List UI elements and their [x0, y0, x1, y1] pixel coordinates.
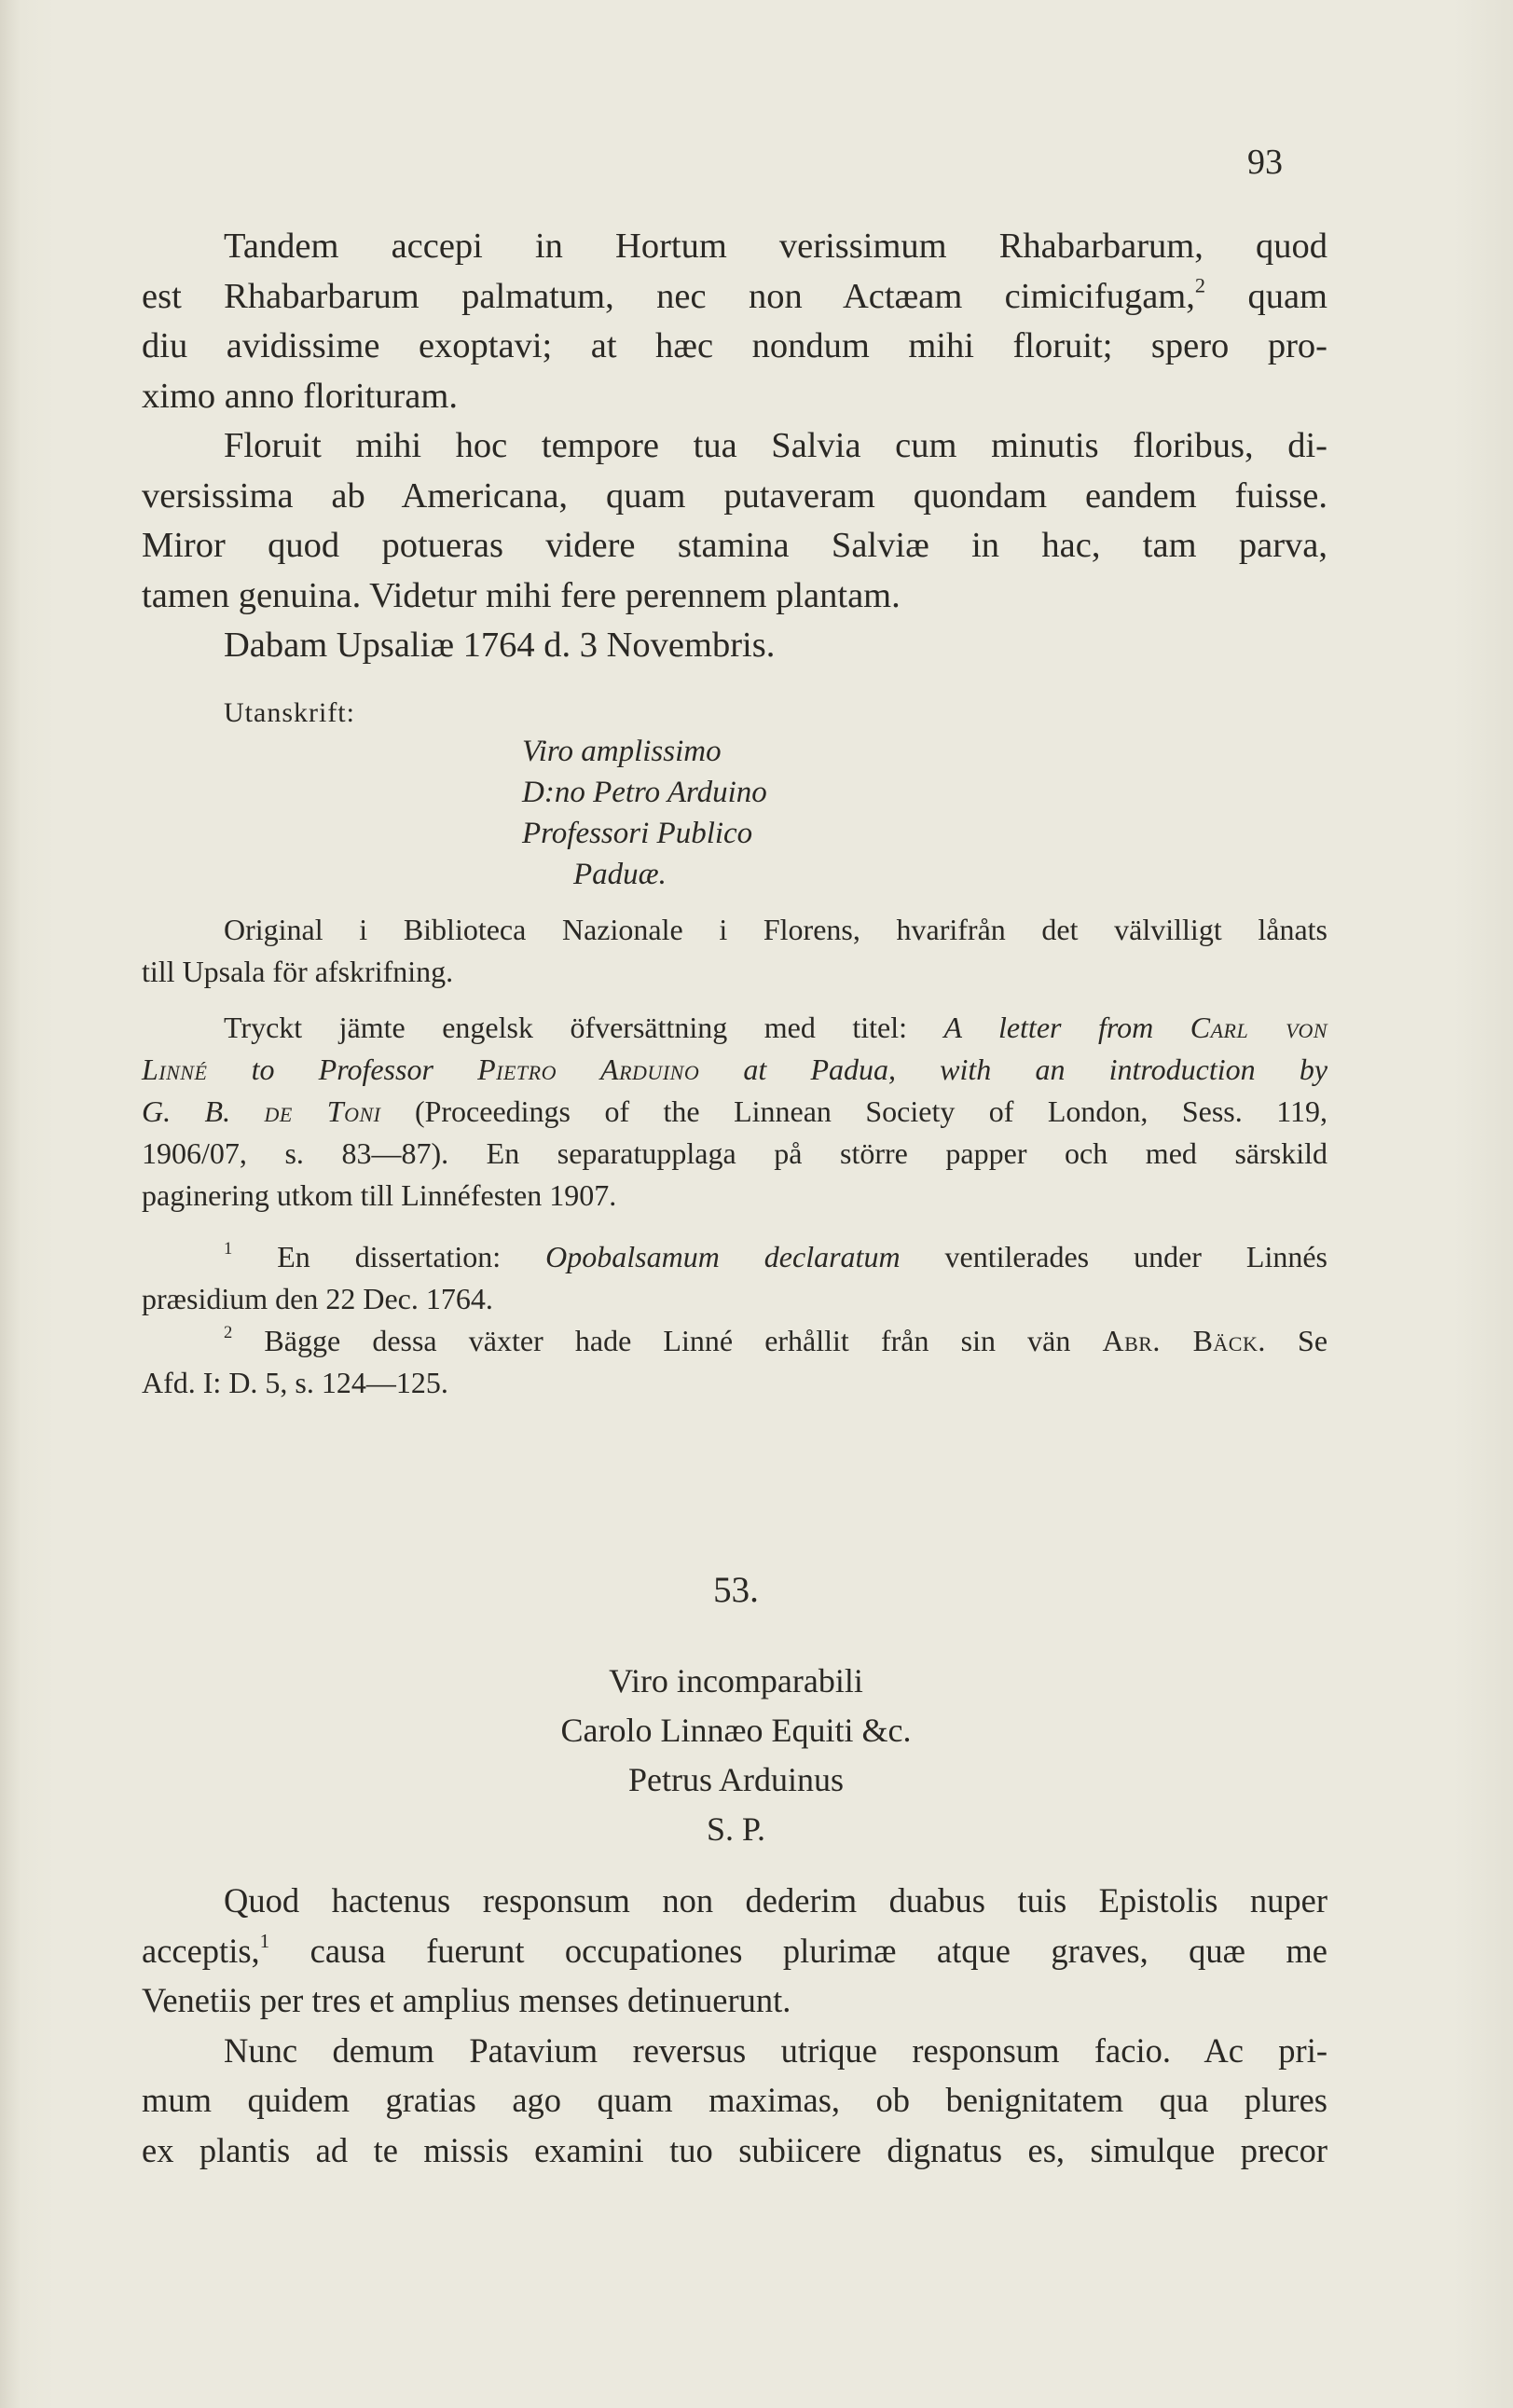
footnote-1: $^1$ En dissertation: Opobalsamum declaratum ventilerades under Linnés — [224, 1239, 1327, 1273]
date-line: Dabam Upsaliæ 1764 d. 3 Novembris. — [224, 626, 776, 665]
footnotes — [142, 1236, 1327, 1404]
text-line: paginering utkom till Linnéfesten 1907. — [142, 1178, 617, 1212]
printed-note — [142, 1007, 1327, 1217]
text-line: Quod hactenus responsum non dederim duabus tuis Epistolis nuper — [224, 1881, 1327, 1920]
original-note — [142, 909, 1327, 993]
text-line: diu avidissime exoptavi; at hæc nondum mihi floruit; spero pro- — [142, 326, 1327, 365]
address-line: Viro amplissimo — [522, 735, 722, 768]
text-line: Afd. I: D. 5, s. 124—125. — [142, 1366, 448, 1399]
text-line: Linné to Professor Pietro Arduino at Padua, with an introduction by — [142, 1053, 1328, 1086]
address-line: Professori Publico — [522, 817, 753, 850]
text-line: Original i Biblioteca Nazionale i Florens, hvarifrån det välvilligt lånats — [224, 913, 1327, 946]
text-line: mum quidem gratias ago quam maximas, ob benignitatem qua plures — [142, 2081, 1327, 2119]
greeting-line: Carolo Linnæo Equiti &c. — [560, 1712, 912, 1749]
page-number: 93 — [1247, 143, 1283, 182]
text-line: G. B. de Toni (Proceedings of the Linnean Society of London, Sess. 119, — [142, 1094, 1328, 1128]
letter-number: 53. — [713, 1570, 759, 1610]
text-line: Floruit mihi hoc tempore tua Salvia cum minutis floribus, di- — [224, 426, 1327, 465]
greeting-line: Viro incomparabili — [609, 1662, 863, 1699]
text-line: versissima ab Americana, quam putaveram quondam eandem fuisse. — [142, 475, 1327, 516]
letter-53-text — [142, 1876, 1327, 2175]
text-line: 1906/07, s. 83—87). En separatupplaga på större papper och med särskild — [142, 1136, 1327, 1170]
text-line: Miror quod potueras videre stamina Salviæ in hac, tam parva, — [142, 526, 1327, 565]
greeting-line: Petrus Arduinus — [627, 1761, 844, 1798]
footnote-2: $^2$ Bägge dessa växter hade Linné erhållit från sin vän Abr. Bäck. Se — [224, 1323, 1328, 1357]
address-line: D:no Petro Arduino — [522, 776, 767, 809]
text-line: tamen genuina. Videtur mihi fere perennem plantam. — [142, 575, 901, 615]
text-line: Tandem accepi in Hortum verissimum Rhabarbarum, quod — [224, 227, 1327, 266]
address-line: Paduæ. — [573, 858, 667, 891]
text-line: Tryckt jämte engelsk öfversättning med titel: A letter from Carl von — [224, 1011, 1328, 1044]
text-line: Venetiis per tres et amplius menses detinuerunt. — [142, 1981, 791, 2019]
text-line: Nunc demum Patavium reversus utrique responsum facio. Ac pri- — [224, 2030, 1327, 2070]
text-line: est Rhabarbarum palmatum, nec non Actæam cimicifugam,$^2$ quam — [142, 272, 1327, 316]
text-line: acceptis,$^1$ causa fuerunt occupationes plurimæ atque graves, quæ me — [142, 1929, 1327, 1970]
text-line: ximo anno florituram. — [142, 376, 458, 416]
text-line: ex plantis ad te missis examini tuo subiicere dignatus es, simulque precor — [142, 2130, 1327, 2169]
greeting-line: S. P. — [706, 1810, 766, 1848]
address-label: Utanskrift: — [224, 697, 355, 728]
text-line: præsidium den 22 Dec. 1764. — [142, 1282, 493, 1315]
letter-52-text — [142, 222, 1327, 671]
text-line: till Upsala för afskrifning. — [142, 955, 454, 988]
